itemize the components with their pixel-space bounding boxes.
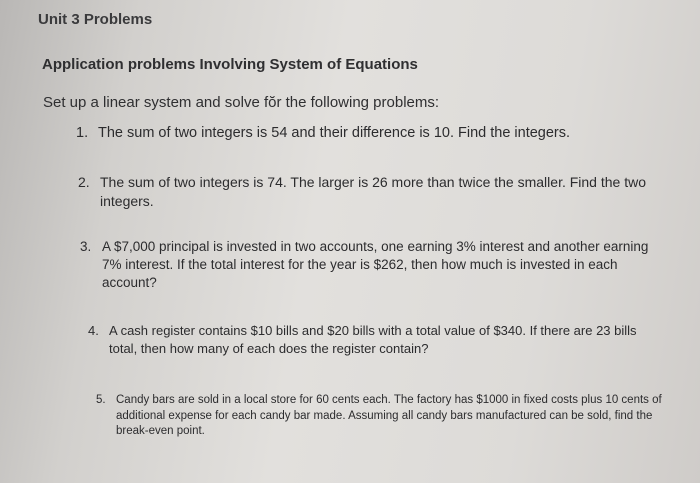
problem-2 [78, 173, 668, 211]
problem-number: 2. [78, 174, 90, 190]
problem-text: Candy bars are sold in a local store for 60 cents each. The factory has $1000 in fixed costs plus 10 cents of additional expense for each candy bar made. Assuming all candy bars manufactured can be sold, find the break-even point. [116, 394, 662, 437]
problem-text: A $7,000 principal is invested in two accounts, one earning 3% interest and another earning 7% interest. If the total interest for the year is $262, then how much is invested in each account? [102, 239, 649, 290]
problem-number: 1. [76, 125, 89, 141]
problem-3 [80, 238, 670, 292]
problem-5 [96, 393, 666, 440]
problem-number: 5. [96, 394, 106, 406]
problem-1 [76, 124, 636, 143]
instructions: Set up a linear system and solve fŏr the following problems: [43, 94, 440, 111]
problem-4 [88, 322, 668, 358]
problem-number: 3. [80, 239, 92, 254]
problem-text: A cash register contains $10 bills and $20 bills with a total value of $340. If there are 23 bills total, then how many of each does the register contain? [109, 323, 637, 356]
unit-title: Unit 3 Problems [38, 11, 153, 28]
problem-text: The sum of two integers is 54 and their difference is 10. Find the integers. [98, 125, 571, 141]
problem-number: 4. [88, 323, 99, 338]
section-title: Application problems Involving System of Equations [42, 56, 418, 73]
problem-text: The sum of two integers is 74. The larger is 26 more than twice the smaller. Find the two integers. [100, 174, 646, 209]
